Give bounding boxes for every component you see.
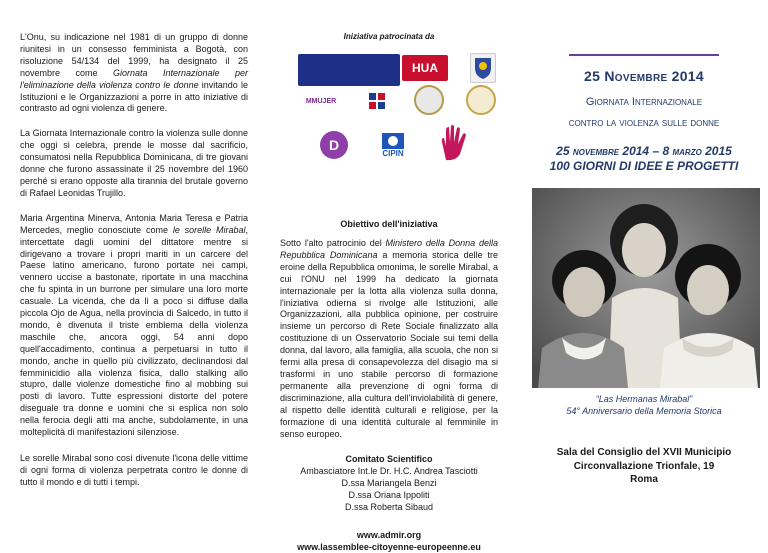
text: 2014 – 8 <box>619 144 673 158</box>
objective-text <box>280 238 498 440</box>
text: marzo <box>672 144 702 158</box>
text: novembre <box>572 144 620 158</box>
patron-title: Iniziativa patrocinata da <box>343 32 435 41</box>
text: invitando le Istituzioni e le Organizzazioni a porre in atto iniziative di contrasto ad ogni violenza di genere. <box>20 79 248 114</box>
committee-title: Comitato Scientifico <box>345 454 433 465</box>
text: 2015 <box>701 144 732 158</box>
cipin-emblem-icon <box>382 133 404 149</box>
divider-line <box>569 54 719 56</box>
paragraph-mirabal <box>20 213 248 439</box>
text: a memoria storica delle tre eroine della Repubblica omonima, le sorelle Mirabal, a cui l'ONU nel 1999 ha dedicato la giornata internazionale per la lotta alla violenza sulla donna, l'iniziativa odierna si rivolge alle Istituzioni, alle Organizzazioni, alla pubblica opinione, per costruire insieme un percorso di Rete Sociale finalizzato alla costituzione di un Osservatorio Sociale sui temi della donna, dal lavoro, alla famiglia, alla scuola, che non si fermi alla presa di consapevolezza del disagio ma si trasformi in uno stabile percorso di formazione permanente alla prevenzione di ogni forma di discriminazione, alla cultura dell'inviolabilità di genere, al rispetto delle identità culturali e religiose, per la formazione di una identità culturale al femminile in senso europeo. <box>280 249 498 439</box>
mujer-logo <box>294 91 348 111</box>
committee-member: D.ssa Mariangela Benzi <box>341 478 437 489</box>
seal-logo-2 <box>466 85 496 115</box>
hua-logo-text: HUA <box>412 61 438 75</box>
website-links <box>280 529 498 553</box>
anniversary-caption: 54° Anniversario della Memoria Storica <box>566 406 722 416</box>
text: Maria Argentina Minerva, Antonia Maria Teresa e Patria Mercedes, meglio conosciute come <box>20 212 248 235</box>
scientific-committee <box>280 453 498 513</box>
venue-address: Circonvallazione Trionfale, 19 <box>573 460 715 472</box>
committee-member: D.ssa Roberta Sibaud <box>344 502 434 513</box>
middle-column <box>268 0 508 553</box>
seal-logo-1 <box>414 85 444 115</box>
mirabal-sisters-photo <box>532 188 760 388</box>
crest-icon <box>473 56 493 80</box>
cipin-logo-text: CIPIN <box>382 148 404 158</box>
committee-member: D.ssa Oriana Ippoliti <box>348 490 430 501</box>
paragraph-onu <box>20 32 248 115</box>
mujer-logo-text: MMUJER <box>305 97 337 105</box>
left-column <box>0 0 262 543</box>
paragraph-giornata: La Giornata Internazionale contro la violenza sulle donne che oggi si celebra, prende le mosse dal sacrificio, consumatosi nella Repubblica Dominicana, di tre giovani donne che furono assassinate il 25 novembre del 1960 perché si erano opposte alla tirannia del brutale governo di Rafael Leonidas Trujillo. <box>20 128 248 198</box>
venue-name: Sala del Consiglio del XVII Municipio <box>556 447 732 458</box>
website-link-assemblee[interactable]: www.lassemblee-citoyenne-europeenne.eu <box>297 542 481 553</box>
photo-caption: “Las Hermanas Mirabal” <box>595 394 693 404</box>
sponsor-logos <box>280 49 498 169</box>
citoyenne-logo <box>298 54 400 86</box>
d-logo-text: D <box>328 137 340 153</box>
venue-city: Roma <box>630 474 658 485</box>
giornata-title: Giornata Internazionale <box>585 96 703 108</box>
hand-logo <box>426 123 482 163</box>
hand-icon <box>434 124 474 162</box>
text: , intercettate dagli uomini del dittatore mentre si dirigevano a trovare i propri mariti in un carcere del Paese latino americano, furono portate nei campi, vennero uccise a bastonate, riportate in una macchina che fu spinta in un burrone per simulare una loro morte casuale. La vicenda, che da lì a poco si diffuse dalla piccola Ojo de Agua, nella provincia di Salcedo, in tutto il mondo, è divenuta il triste emblema della violenza maschile che, ancora oggi, 54 anni dopo quell'accadimento, continua a perpetuarsi in tutto il mondo, anche in quello più civilizzato, declinandosi dal femminicidio alla violenza fisica, dallo stalking allo stupro, dalle violenze domestiche fino al mobbing sui posti di lavoro. Tutte espressioni distorte del potere diseguale tra donne e uomini che si esplica non solo nella ferocia degli atti ma anche, subdolamente, in una molteplicità di manifestazioni silenziose. <box>20 224 248 438</box>
venue-info <box>530 446 758 487</box>
emphasis-text: Giornata Internazionale per l'eliminazione della violenza contro le donne <box>20 67 248 90</box>
text: L'Onu, su indicazione nel 1981 di un gruppo di donne riunitesi in un consesso femminista a Bogotà, con risoluzione 54/134 del 1999, ha designato il 25 novembre come <box>20 32 248 78</box>
emphasis-text: le sorelle Mirabal <box>172 224 246 235</box>
flag-icon <box>369 93 385 109</box>
photo-image <box>532 188 760 388</box>
date-range <box>530 144 758 174</box>
event-date: 25 Novembre 2014 <box>584 68 704 84</box>
ministerio-logo <box>352 89 402 113</box>
text: 25 <box>556 144 573 158</box>
giornata-subtitle: contro la violenza sulle donne <box>568 117 720 129</box>
text: Sotto l'alto patrocinio del <box>280 238 386 248</box>
website-link-admir[interactable]: www.admir.org <box>356 530 422 541</box>
cipin-logo <box>374 129 412 161</box>
objective-title: Obiettivo dell'iniziativa <box>340 219 438 229</box>
paragraph-icona: Le sorelle Mirabal sono così divenute l'icona delle vittime di ogni forma di violenza perpetrata contro le donne di tutto il mondo e di tutti i tempi. <box>20 453 248 487</box>
d-logo <box>320 131 348 159</box>
right-column <box>516 0 768 543</box>
committee-member: Ambasciatore Int.le Dr. H.C. Andrea Tasciotti <box>300 466 478 477</box>
projects-line: 100 GIORNI DI IDEE E PROGETTI <box>549 159 739 173</box>
hua-logo <box>402 55 448 81</box>
crest-logo <box>470 53 496 83</box>
emphasis-text: Ministero della Donna della Repubblica Dominicana <box>280 238 499 260</box>
